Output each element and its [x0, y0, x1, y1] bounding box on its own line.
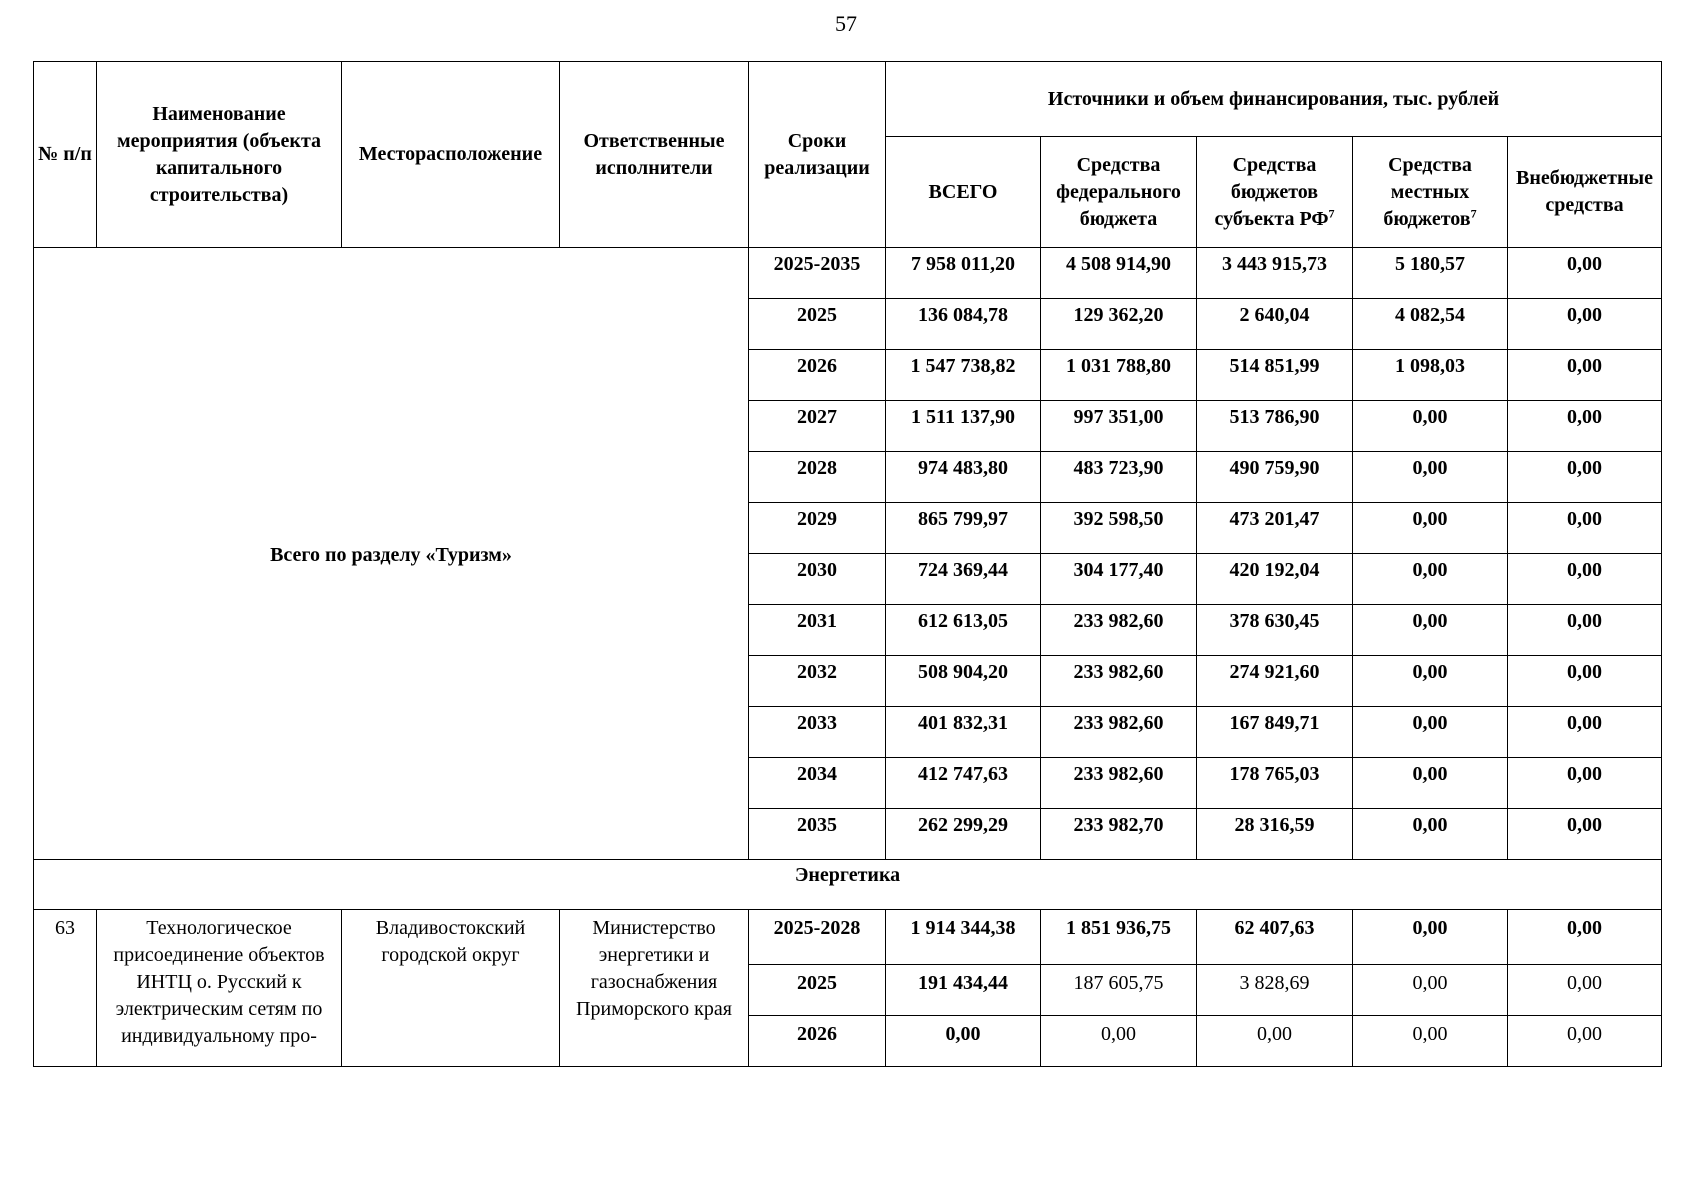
- summary-extra-cell: 0,00: [1508, 503, 1662, 554]
- summary-extra-cell: 0,00: [1508, 758, 1662, 809]
- summary-regional-cell: 514 851,99: [1197, 350, 1353, 401]
- item-local-cell: 0,00: [1353, 1016, 1508, 1067]
- header-federal: Средства федерального бюджета: [1041, 137, 1197, 248]
- summary-total-cell: 724 369,44: [886, 554, 1041, 605]
- summary-total-cell: 136 084,78: [886, 299, 1041, 350]
- summary-extra-cell: 0,00: [1508, 401, 1662, 452]
- summary-period-cell: 2025: [749, 299, 886, 350]
- header-local: [1353, 137, 1508, 248]
- item-period-cell: 2025: [749, 965, 886, 1016]
- summary-federal-cell: 392 598,50: [1041, 503, 1197, 554]
- summary-extra-cell: 0,00: [1508, 707, 1662, 758]
- summary-total-cell: 974 483,80: [886, 452, 1041, 503]
- header-total: ВСЕГО: [886, 137, 1041, 248]
- header-period: Сроки реализации: [749, 62, 886, 248]
- item-regional-cell: 62 407,63: [1197, 910, 1353, 965]
- header-extra: Внебюджетные средства: [1508, 137, 1662, 248]
- summary-federal-cell: 233 982,60: [1041, 656, 1197, 707]
- item-regional-cell: 0,00: [1197, 1016, 1353, 1067]
- header-regional: [1197, 137, 1353, 248]
- summary-regional-cell: 473 201,47: [1197, 503, 1353, 554]
- summary-regional-cell: 490 759,90: [1197, 452, 1353, 503]
- summary-federal-cell: 233 982,60: [1041, 707, 1197, 758]
- item-total-cell: 191 434,44: [886, 965, 1041, 1016]
- item-location: Владивостокский городской округ: [342, 910, 560, 1067]
- page-number: 57: [835, 11, 857, 36]
- item-total-cell: 1 914 344,38: [886, 910, 1041, 965]
- summary-period-cell: 2028: [749, 452, 886, 503]
- summary-extra-cell: 0,00: [1508, 809, 1662, 860]
- item-federal-cell: 187 605,75: [1041, 965, 1197, 1016]
- item-total-cell: 0,00: [886, 1016, 1041, 1067]
- summary-total-cell: 262 299,29: [886, 809, 1041, 860]
- summary-local-cell: 0,00: [1353, 554, 1508, 605]
- header-regional-footnote: 7: [1328, 205, 1335, 220]
- summary-local-cell: 5 180,57: [1353, 248, 1508, 299]
- summary-regional-cell: 378 630,45: [1197, 605, 1353, 656]
- summary-regional-cell: 513 786,90: [1197, 401, 1353, 452]
- header-local-label: Средства местных бюджетов: [1383, 153, 1472, 230]
- summary-period-cell: 2031: [749, 605, 886, 656]
- item-period-cell: 2025-2028: [749, 910, 886, 965]
- summary-extra-cell: 0,00: [1508, 248, 1662, 299]
- summary-period-cell: 2030: [749, 554, 886, 605]
- header-regional-label: Средства бюджетов субъекта РФ: [1214, 153, 1329, 230]
- summary-total-cell: 612 613,05: [886, 605, 1041, 656]
- summary-period-cell: 2029: [749, 503, 886, 554]
- item-num: 63: [34, 910, 97, 1067]
- summary-period-cell: 2032: [749, 656, 886, 707]
- item-regional-cell: 3 828,69: [1197, 965, 1353, 1016]
- header-num: № п/п: [34, 62, 97, 248]
- summary-period-cell: 2033: [749, 707, 886, 758]
- item-local-cell: 0,00: [1353, 965, 1508, 1016]
- summary-local-cell: 4 082,54: [1353, 299, 1508, 350]
- summary-period-cell: 2025-2035: [749, 248, 886, 299]
- summary-regional-cell: 3 443 915,73: [1197, 248, 1353, 299]
- summary-local-cell: 0,00: [1353, 809, 1508, 860]
- summary-total-cell: 7 958 011,20: [886, 248, 1041, 299]
- header-name: Наименование мероприятия (объекта капитального строительства): [97, 62, 342, 248]
- summary-total-cell: 1 547 738,82: [886, 350, 1041, 401]
- summary-period-cell: 2035: [749, 809, 886, 860]
- summary-extra-cell: 0,00: [1508, 350, 1662, 401]
- table-row: [34, 248, 1662, 299]
- summary-period-cell: 2027: [749, 401, 886, 452]
- summary-federal-cell: 304 177,40: [1041, 554, 1197, 605]
- summary-total-cell: 865 799,97: [886, 503, 1041, 554]
- summary-federal-cell: 233 982,60: [1041, 605, 1197, 656]
- summary-local-cell: 0,00: [1353, 452, 1508, 503]
- header-executors: Ответственные исполнители: [560, 62, 749, 248]
- summary-regional-cell: 167 849,71: [1197, 707, 1353, 758]
- header-sources: Источники и объем финансирования, тыс. рублей: [886, 62, 1662, 137]
- table-row: [34, 910, 1662, 965]
- summary-local-cell: 0,00: [1353, 758, 1508, 809]
- header-row-1: [34, 62, 1662, 137]
- summary-federal-cell: 483 723,90: [1041, 452, 1197, 503]
- summary-period-cell: 2026: [749, 350, 886, 401]
- summary-extra-cell: 0,00: [1508, 554, 1662, 605]
- summary-extra-cell: 0,00: [1508, 605, 1662, 656]
- item-extra-cell: 0,00: [1508, 965, 1662, 1016]
- summary-total-cell: 508 904,20: [886, 656, 1041, 707]
- header-local-footnote: 7: [1470, 205, 1477, 220]
- item-local-cell: 0,00: [1353, 910, 1508, 965]
- summary-label: Всего по разделу «Туризм»: [34, 248, 749, 860]
- summary-local-cell: 1 098,03: [1353, 350, 1508, 401]
- section-row: [34, 860, 1662, 910]
- summary-regional-cell: 2 640,04: [1197, 299, 1353, 350]
- summary-federal-cell: 233 982,60: [1041, 758, 1197, 809]
- header-location: Месторасположение: [342, 62, 560, 248]
- table-body: [34, 248, 1662, 1067]
- financing-table: [33, 61, 1662, 1067]
- item-extra-cell: 0,00: [1508, 1016, 1662, 1067]
- summary-federal-cell: 129 362,20: [1041, 299, 1197, 350]
- summary-regional-cell: 28 316,59: [1197, 809, 1353, 860]
- summary-local-cell: 0,00: [1353, 656, 1508, 707]
- summary-extra-cell: 0,00: [1508, 299, 1662, 350]
- summary-total-cell: 401 832,31: [886, 707, 1041, 758]
- summary-extra-cell: 0,00: [1508, 656, 1662, 707]
- summary-total-cell: 1 511 137,90: [886, 401, 1041, 452]
- summary-regional-cell: 178 765,03: [1197, 758, 1353, 809]
- section-title: Энергетика: [34, 860, 1662, 910]
- summary-total-cell: 412 747,63: [886, 758, 1041, 809]
- summary-federal-cell: 1 031 788,80: [1041, 350, 1197, 401]
- summary-regional-cell: 274 921,60: [1197, 656, 1353, 707]
- item-name: Технологическое присоединение объектов ИНТЦ о. Русский к электрическим сетям по индивидуальному про-: [97, 910, 342, 1067]
- item-federal-cell: 0,00: [1041, 1016, 1197, 1067]
- summary-extra-cell: 0,00: [1508, 452, 1662, 503]
- summary-local-cell: 0,00: [1353, 707, 1508, 758]
- summary-federal-cell: 233 982,70: [1041, 809, 1197, 860]
- summary-local-cell: 0,00: [1353, 503, 1508, 554]
- item-extra-cell: 0,00: [1508, 910, 1662, 965]
- summary-period-cell: 2034: [749, 758, 886, 809]
- item-executor: Министерство энергетики и газоснабжения Приморского края: [560, 910, 749, 1067]
- summary-local-cell: 0,00: [1353, 401, 1508, 452]
- summary-regional-cell: 420 192,04: [1197, 554, 1353, 605]
- summary-federal-cell: 4 508 914,90: [1041, 248, 1197, 299]
- item-federal-cell: 1 851 936,75: [1041, 910, 1197, 965]
- summary-local-cell: 0,00: [1353, 605, 1508, 656]
- item-period-cell: 2026: [749, 1016, 886, 1067]
- summary-federal-cell: 997 351,00: [1041, 401, 1197, 452]
